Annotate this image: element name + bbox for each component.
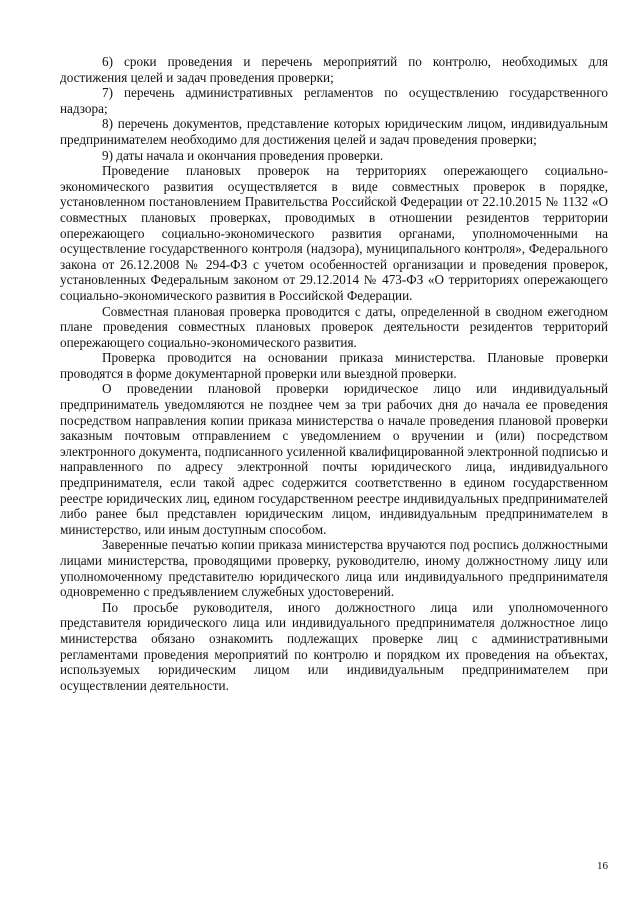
paragraph-item-8: 8) перечень документов, представление которых юридическим лицом, индивидуальным предпринимателем необходимо для достижения целей и задач проведения проверки; <box>60 116 608 147</box>
page-number: 16 <box>597 860 608 872</box>
paragraph-joint-inspections: Проведение плановых проверок на территориях опережающего социально-экономического развития осуществляется в виде совместных проверок в порядке, установленном постановлением Правительства Российской Федерации от 22.10.2015 № 1132 «О совместных плановых проверках, проводимых в отношении резидентов территории опережающего социально-экономического развития органами, уполномоченными на осуществление государственного контроля (надзора), муниципального контроля», Федерального закона от 26.12.2008 № 294-ФЗ с учетом особенностей организации и проведения проверок, установленных Федеральным законом от 29.12.2014 № 473-ФЗ «О территориях опережающего социально-экономического развития в Российской Федерации. <box>60 163 608 303</box>
document-body <box>60 54 608 693</box>
paragraph-inspection-basis: Проверка проводится на основании приказа министерства. Плановые проверки проводятся в форме документарной проверки или выездной проверки. <box>60 350 608 381</box>
paragraph-familiarization: По просьбе руководителя, иного должностного лица или уполномоченного представителя юридического лица или индивидуального предпринимателя должностное лицо министерства обязано ознакомить подлежащих проверке лиц с административными регламентами проведения мероприятий по контролю и порядком их проведения на объектах, используемых юридическим лицом или индивидуальным предпринимателем при осуществлении деятельности. <box>60 599 608 693</box>
paragraph-joint-inspection-date: Совместная плановая проверка проводится с даты, определенной в сводном ежегодном плане проведения совместных плановых проверок деятельности резидентов территорий опережающего социально-экономического развития. <box>60 303 608 350</box>
paragraph-item-7: 7) перечень административных регламентов по осуществлению государственного надзора; <box>60 85 608 116</box>
paragraph-order-copies: Заверенные печатью копии приказа министерства вручаются под роспись должностными лицами министерства, проводящими проверку, руководителю, иному должностному лицу или уполномоченному представителю юридического лица или индивидуального предпринимателя одновременно с предъявлением служебных удостоверений. <box>60 537 608 600</box>
paragraph-item-6: 6) сроки проведения и перечень мероприятий по контролю, необходимых для достижения целей и задач проведения проверки; <box>60 54 608 85</box>
paragraph-item-9: 9) даты начала и окончания проведения проверки. <box>102 147 384 163</box>
paragraph-notification: О проведении плановой проверки юридическое лицо или индивидуальный предприниматель уведомляются не позднее чем за три рабочих дня до начала ее проведения посредством направления копии приказа министерства о начале проведения плановой проверки заказным почтовым отправлением с уведомлением о вручении и (или) посредством электронного документа, подписанного усиленной квалифицированной электронной подписью и направленного по адресу электронной почты юридического лица, индивидуального предпринимателя, если такой адрес содержится соответственно в едином государственном реестре юридических лиц, едином государственном реестре индивидуальных предпринимателей либо ранее был представлен юридическим лицом, индивидуальным предпринимателем в министерство, или иным доступным способом. <box>60 381 608 537</box>
